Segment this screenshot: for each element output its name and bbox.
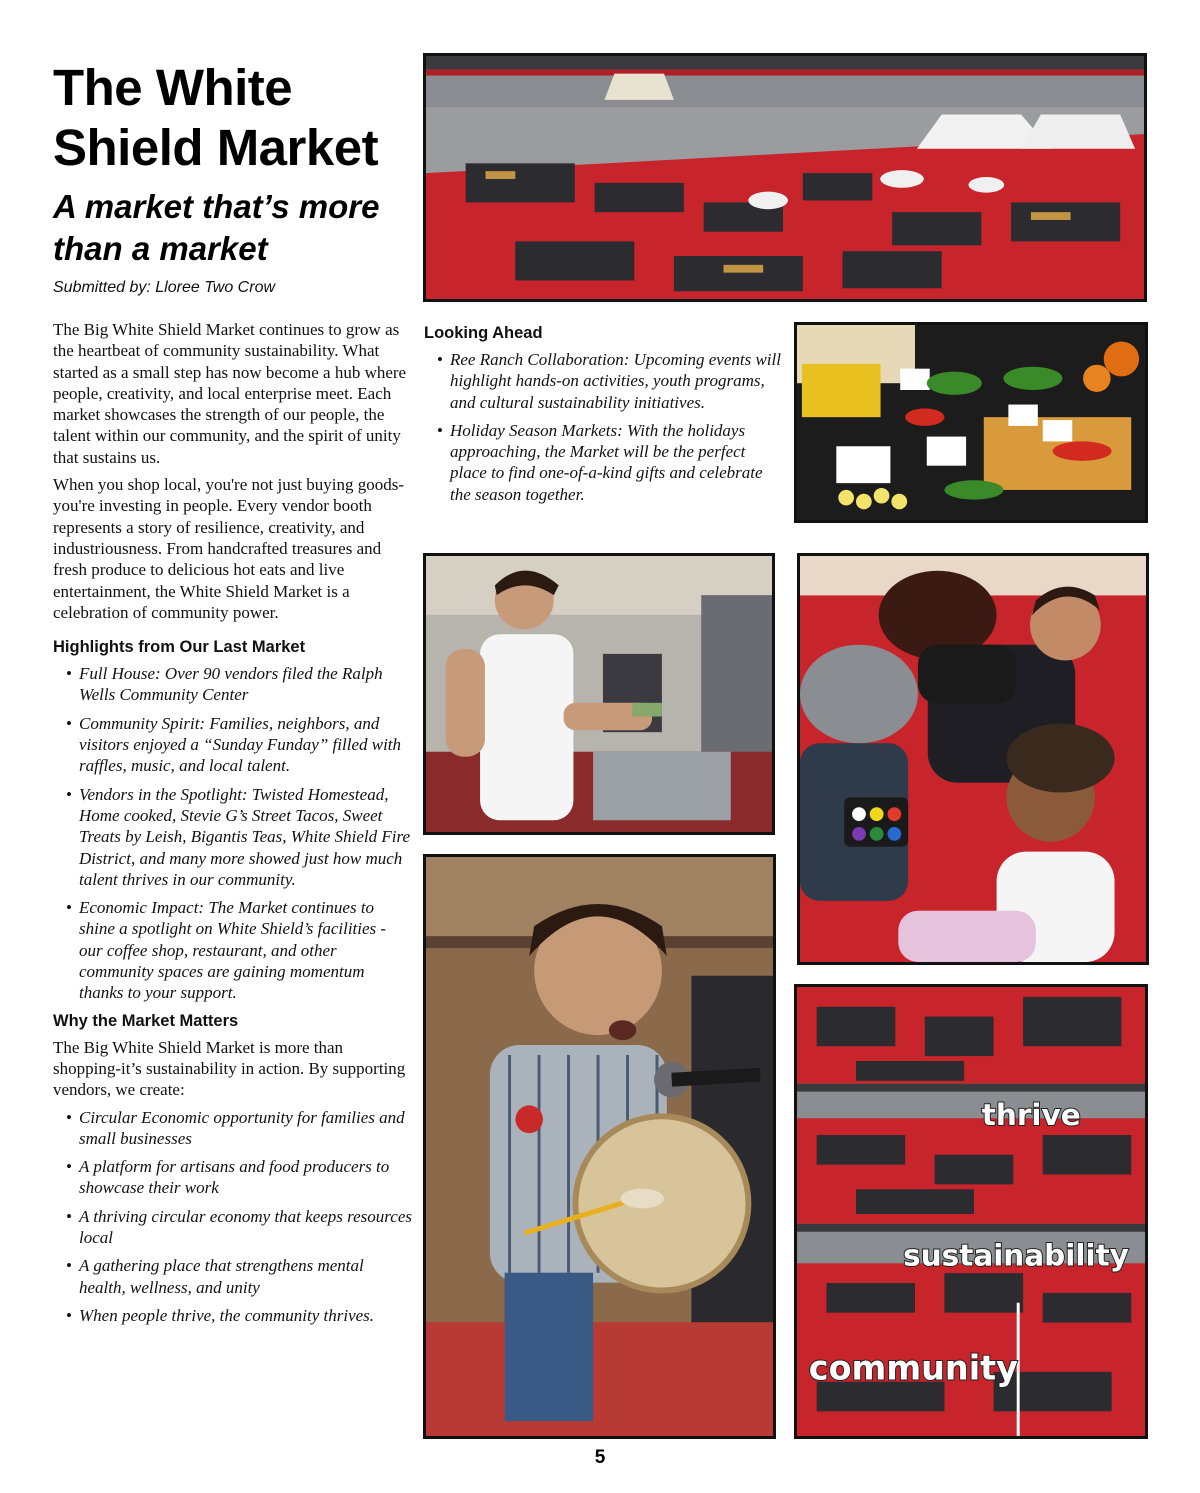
list-item: • Circular Economic opportunity for families and small businesses: [79, 1107, 413, 1150]
collage-word-community: community: [808, 1348, 1018, 1388]
highlights-heading: Highlights from Our Last Market: [53, 638, 306, 657]
byline: Submitted by: Lloree Two Crow: [53, 279, 276, 296]
market-collage-photo: [794, 984, 1148, 1439]
list-item: • Ree Ranch Collaboration: Upcoming events will highlight hands-on activities, youth programs, and cultural sustainability initiatives.: [450, 349, 784, 413]
article-title: The White Shield Market: [53, 59, 379, 176]
list-item: • A gathering place that strengthens mental health, wellness, and unity: [79, 1255, 413, 1298]
list-item: • Economic Impact: The Market continues to shine a spotlight on White Shield’s facilities - our coffee shop, restaurant, and other community spaces are gaining momentum thanks to your support.: [79, 897, 413, 1003]
list-item: • Holiday Season Markets: With the holidays approaching, the Market will be the perfect place to find one-of-a-kind gifts and celebrate the season together.: [450, 420, 784, 505]
collage-word-sustainability: sustainability: [903, 1238, 1129, 1273]
intro-paragraph: The Big White Shield Market continues to grow as the heartbeat of community sustainability. What started as a small step has now become a hub where people, creativity, and local enterprise meet. Each market showcases the strength of our people, the talent within our community, and the spirit of unity that sustains us.: [53, 320, 407, 467]
list-item: • When people thrive, the community thrives.: [79, 1305, 413, 1326]
collage-word-thrive: thrive: [981, 1098, 1081, 1133]
looking-ahead-list: [424, 349, 784, 505]
list-item: • Community Spirit: Families, neighbors, and visitors enjoyed a “Sunday Funday” filled with raffles, music, and local talent.: [79, 713, 413, 777]
list-item: • A thriving circular economy that keeps resources local: [79, 1206, 413, 1249]
why-list: [53, 1107, 413, 1327]
intro-paragraph: When you shop local, you're not just buying goods-you're investing in people. Every vendor booth represents a story of resilience, creativity, and industriousness. From handcrafted treasures and fresh produce to delicious hot eats and live entertainment, the White Shield Market is a celebration of community power.: [53, 475, 405, 622]
article-subtitle: A market that’s more than a market: [53, 188, 380, 267]
list-item: • A platform for artisans and food producers to showcase their work: [79, 1156, 413, 1199]
looking-ahead-heading: Looking Ahead: [424, 324, 543, 342]
why-heading: Why the Market Matters: [53, 1011, 239, 1030]
page-number: 5: [594, 1447, 606, 1468]
produce-table-photo: [794, 322, 1148, 523]
list-item: • Vendors in the Spotlight: Twisted Homestead, Home cooked, Stevie G’s Street Tacos, Sweet Treats by Leish, Bigantis Teas, White Shield Fire District, and many more showed just how much talent thrives in our community.: [79, 784, 413, 890]
looking-ahead-column: [424, 323, 784, 512]
highlights-list: [53, 663, 413, 1003]
left-text-column: [53, 319, 413, 1333]
vendor-food-stand-photo: [423, 553, 775, 835]
child-drumming-photo: [423, 854, 776, 1439]
face-painting-photo: [797, 553, 1149, 965]
market-hall-photo: [423, 53, 1147, 302]
why-paragraph: The Big White Shield Market is more than shopping-it’s sustainability in action. By supporting vendors, we create:: [53, 1037, 406, 1100]
list-item: • Full House: Over 90 vendors filed the Ralph Wells Community Center: [79, 663, 413, 706]
